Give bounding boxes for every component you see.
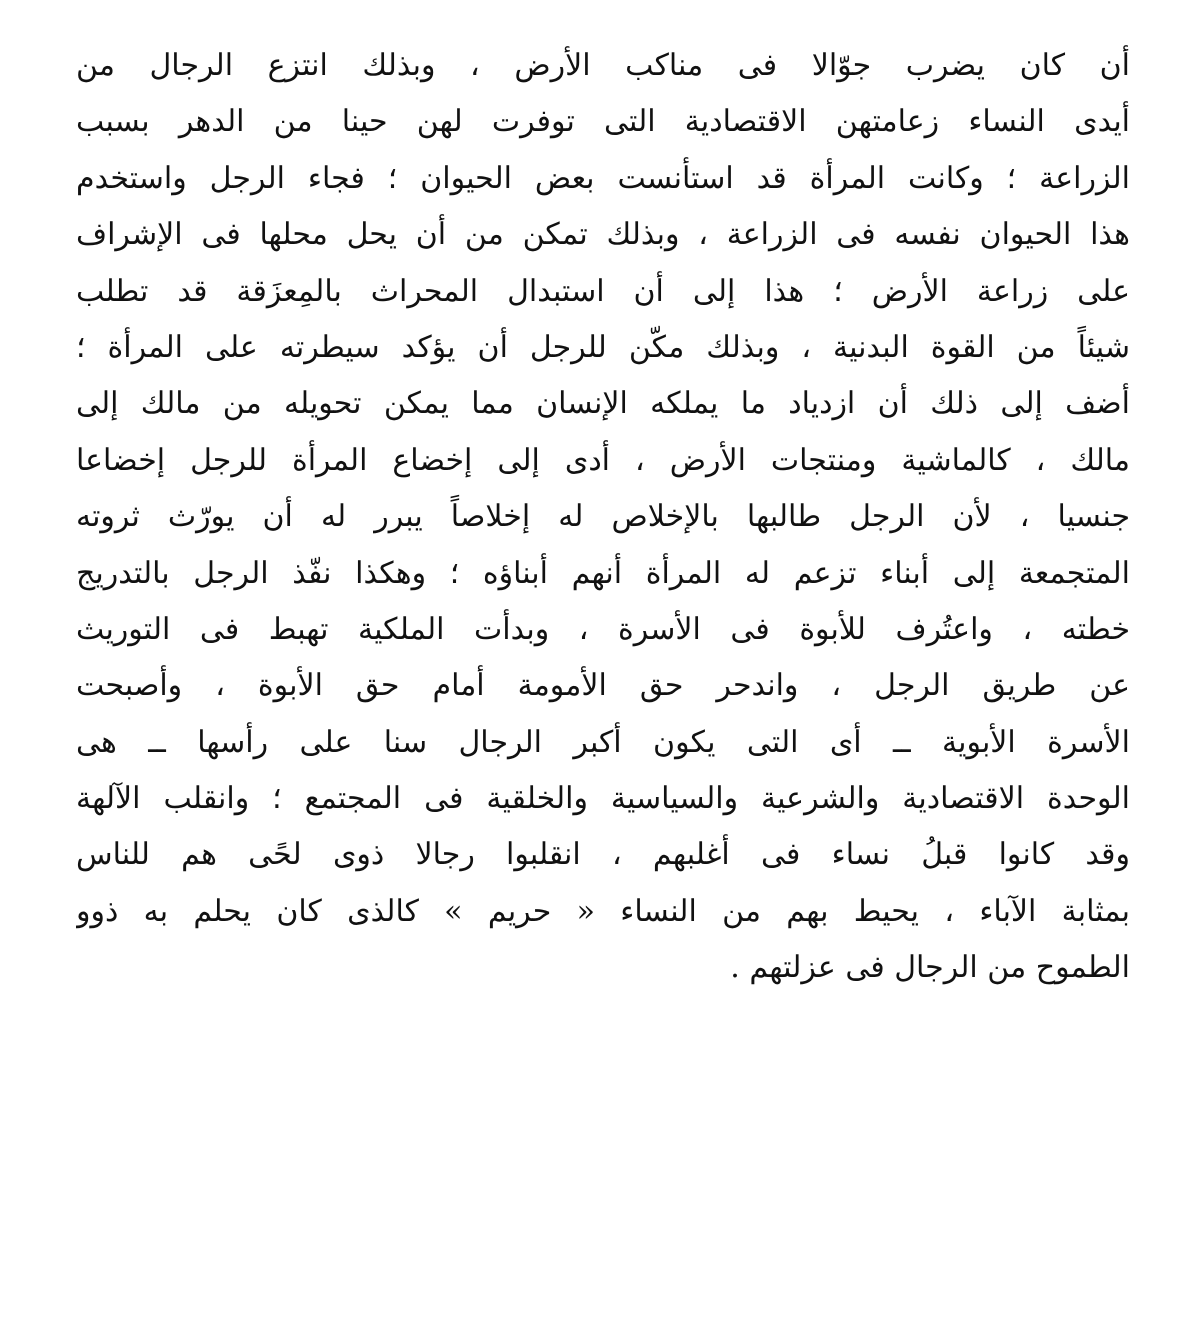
text-line: وقد كانوا قبلُ نساء فى أغلبهم ، انقلبوا رجالا ذوى لحًى هم للناس: [76, 837, 1130, 873]
text-line: عن طريق الرجل ، واندحر حق الأمومة أمام حق الأبوة ، وأصبحت: [76, 668, 1130, 704]
text-line: الأسرة الأبوية ــ أى التى يكون أكبر الرجال سنا على رأسها ــ هى: [76, 724, 1130, 760]
paragraph: [76, 38, 1130, 997]
text-line: هذا الحيوان نفسه فى الزراعة ، وبذلك تمكن من أن يحل محلها فى الإشراف: [76, 217, 1130, 253]
text-line: شيئاً من القوة البدنية ، وبذلك مكّن للرجل أن يؤكد سيطرته على المرأة ؛: [76, 329, 1130, 365]
text-line: خطته ، واعتُرف للأبوة فى الأسرة ، وبدأت الملكية تهبط فى التوريث: [76, 611, 1130, 647]
text-line: بمثابة الآباء ، يحيط بهم من النساء « حريم » كالذى كان يحلم به ذوو: [76, 893, 1130, 929]
text-line-last: الطموح من الرجال فى عزلتهم .: [730, 950, 1130, 986]
text-line: أيدى النساء زعامتهن الاقتصادية التى توفرت لهن حينا من الدهر بسبب: [76, 104, 1130, 140]
text-line: أن كان يضرب جوّالا فى مناكب الأرض ، وبذلك انتزع الرجال من: [76, 48, 1130, 83]
text-line: المتجمعة إلى أبناء تزعم له المرأة أنهم أبناؤه ؛ وهكذا نفّذ الرجل بالتدريج: [76, 555, 1130, 591]
text-line: الزراعة ؛ وكانت المرأة قد استأنست بعض الحيوان ؛ فجاء الرجل واستخدم: [76, 160, 1130, 196]
text-line: على زراعة الأرض ؛ هذا إلى أن استبدال المحراث بالمِعزَقة قد تطلب: [76, 273, 1130, 309]
text-line: جنسيا ، لأن الرجل طالبها بالإخلاص له إخلاصاً يبرر له أن يورّث ثروته: [76, 499, 1130, 535]
text-line: أضف إلى ذلك أن ازدياد ما يملكه الإنسان مما يمكن تحويله من مالك إلى: [76, 386, 1130, 422]
text-line: الوحدة الاقتصادية والشرعية والسياسية والخلقية فى المجتمع ؛ وانقلب الآلهة: [76, 781, 1130, 817]
text-line: مالك ، كالماشية ومنتجات الأرض ، أدى إلى إخضاع المرأة للرجل إخضاعا: [76, 442, 1130, 478]
